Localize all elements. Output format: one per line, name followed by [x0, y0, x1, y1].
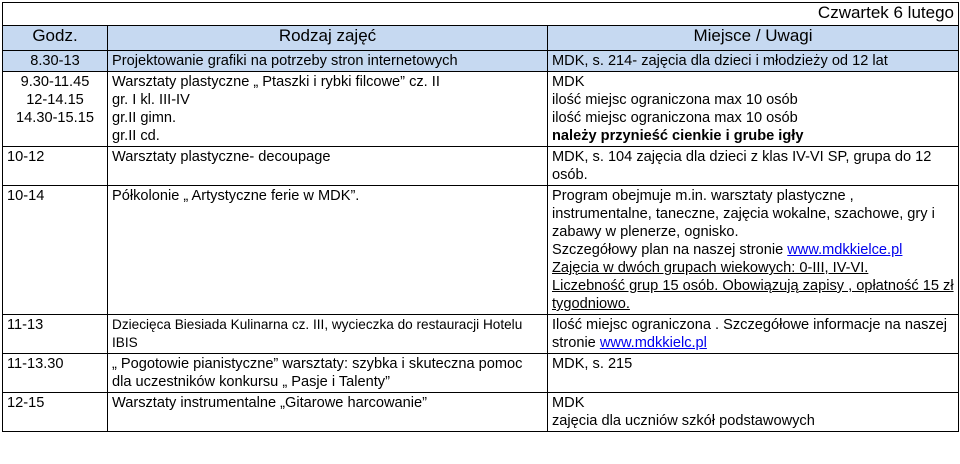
column-header-time: Godz.	[3, 26, 108, 51]
groups-text: Zajęcia w dwóch grupach wiekowych: 0-III, IV-VI.	[552, 260, 869, 276]
place-note-bold: należy przynieść cienkie i grube igły	[552, 128, 804, 144]
table-row	[3, 315, 959, 354]
place-cell: MDK, s. 104 zajęcia dla dzieci z klas IV-VI SP, grupa do 12 osób.	[548, 147, 959, 186]
plan-line	[552, 241, 954, 259]
schedule-table	[2, 2, 959, 432]
activity-cell: „ Pogotowie pianistyczne” warsztaty: szybka i skuteczna pomoc dla uczestników konkursu „ Pasje i Talenty”	[108, 354, 548, 393]
table-row	[3, 354, 959, 393]
place-line: ilość miejsc ograniczona max 10 osób	[552, 110, 798, 126]
time-line: 14.30-15.15	[16, 110, 94, 126]
place-cell: MDK, s. 214- zajęcia dla dzieci i młodzieży od 12 lat	[548, 51, 959, 72]
time-cell: 8.30-13	[3, 51, 108, 72]
mdk-website-link[interactable]: www.mdkkielce.pl	[787, 242, 903, 258]
plan-text: Szczegółowy plan na naszej stronie	[552, 242, 788, 258]
activity-cell: Półkolonie „ Artystyczne ferie w MDK”.	[108, 186, 548, 315]
time-line: 9.30-11.45	[20, 74, 90, 90]
table-row	[3, 186, 959, 315]
time-cell	[3, 72, 108, 147]
place-cell	[548, 393, 959, 432]
table-row	[3, 51, 959, 72]
table-row	[3, 147, 959, 186]
place-line: MDK	[552, 395, 585, 411]
time-cell: 10-12	[3, 147, 108, 186]
time-cell: 10-14	[3, 186, 108, 315]
time-cell: 11-13	[3, 315, 108, 354]
activity-cell: Warsztaty instrumentalne „Gitarowe harcowanie”	[108, 393, 548, 432]
activity-group: gr.II gimn.	[112, 110, 177, 126]
column-header-place: Miejsce / Uwagi	[548, 26, 959, 51]
place-cell	[548, 315, 959, 354]
place-cell	[548, 186, 959, 315]
activity-cell: Projektowanie grafiki na potrzeby stron internetowych	[108, 51, 548, 72]
day-header: Czwartek 6 lutego	[3, 3, 959, 26]
activity-title: Warsztaty plastyczne „ Ptaszki i rybki filcowe” cz. II	[112, 74, 440, 90]
time-line: 12-14.15	[26, 92, 84, 108]
activity-cell: Dziecięca Biesiada Kulinarna cz. III, wycieczka do restauracji Hotelu IBIS	[108, 315, 548, 354]
time-cell: 11-13.30	[3, 354, 108, 393]
place-line: zajęcia dla uczniów szkół podstawowych	[552, 413, 815, 429]
place-cell	[548, 72, 959, 147]
place-text: Program obejmuje m.in. warsztaty plastyczne , instrumentalne, taneczne, zajęcia wokalne, szachowe, gry i zabawy w plenerze, ognisko.	[552, 188, 935, 240]
time-cell: 12-15	[3, 393, 108, 432]
activity-group: gr. I kl. III-IV	[112, 92, 190, 108]
place-text: Ilość miejsc ograniczona . Szczegółowe informacje na naszej stronie	[552, 317, 948, 351]
place-line: ilość miejsc ograniczona max 10 osób	[552, 92, 798, 108]
activity-cell: Warsztaty plastyczne- decoupage	[108, 147, 548, 186]
place-cell: MDK, s. 215	[548, 354, 959, 393]
column-header-row	[3, 26, 959, 51]
mdk-website-link[interactable]: www.mdkkielc.pl	[599, 335, 707, 351]
table-row	[3, 72, 959, 147]
column-header-activity: Rodzaj zajęć	[108, 26, 548, 51]
group-size-text: Liczebność grup 15 osób. Obowiązują zapisy , opłatność 15 zł tygodniowo.	[552, 278, 954, 312]
activity-cell	[108, 72, 548, 147]
table-row	[3, 393, 959, 432]
place-line: MDK	[552, 74, 585, 90]
activity-group: gr.II cd.	[112, 128, 160, 144]
